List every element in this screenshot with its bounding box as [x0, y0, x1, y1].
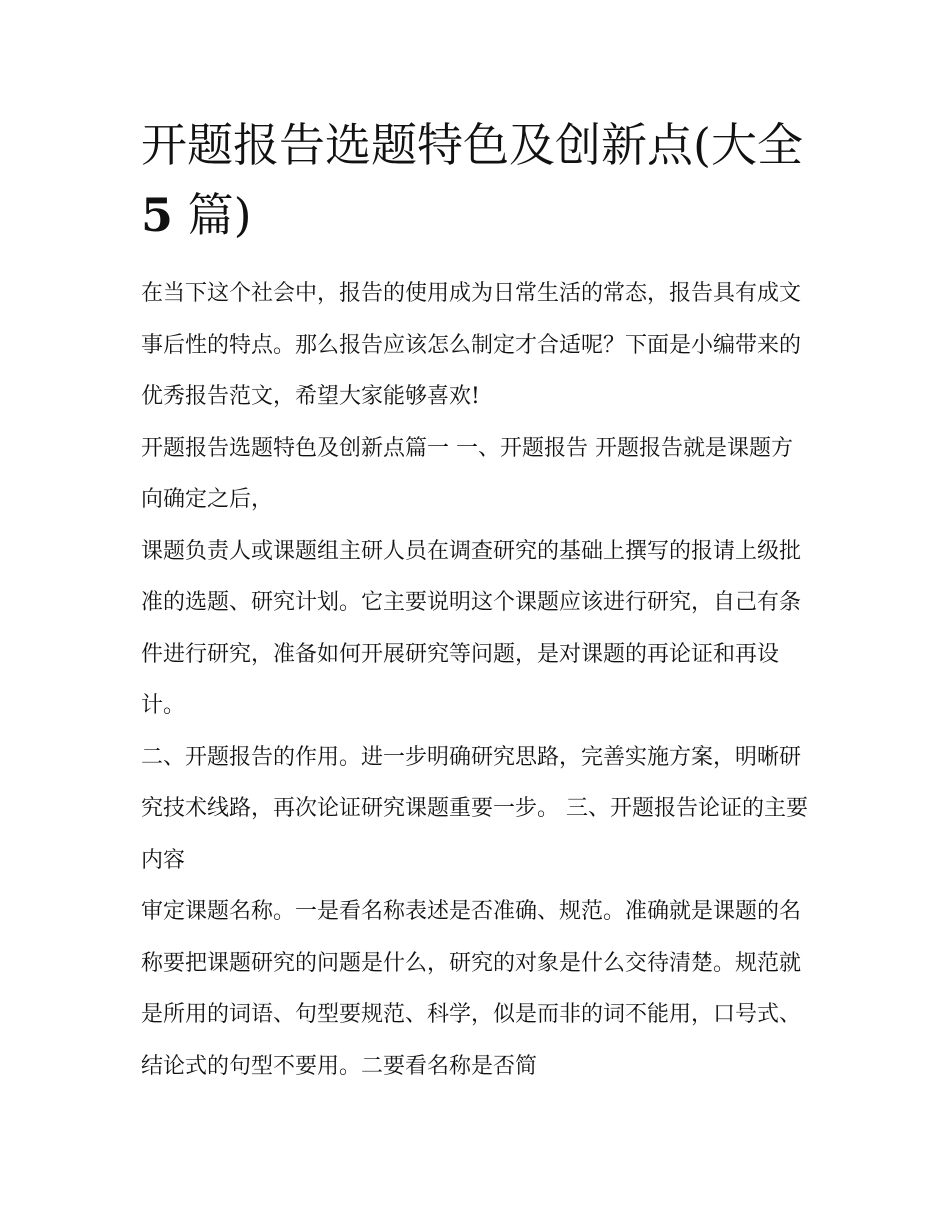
title-text-after: 篇) — [187, 188, 252, 242]
document-title — [141, 110, 813, 250]
title-number: 5 — [141, 188, 174, 242]
paragraph-section-one: 开题报告选题特色及创新点篇一 一、开题报告 开题报告就是课题方向确定之后， — [141, 435, 793, 512]
document-body — [141, 268, 813, 1092]
document-content — [141, 110, 813, 1092]
paragraph-definition: 课题负责人或课题组主研人员在调查研究的基础上撰写的报请上级批准的选题、研究计划。它主要说明这个课题应该进行研究，自己有条件进行研究，准备如何开展研究等问题，是对课题的再论证和再设计。 — [141, 538, 802, 718]
paragraph-title-review: 审定课题名称。一是看名称表述是否准确、规范。准确就是课题的名称要把课题研究的问题是什么，研究的对象是什么交待清楚。规范就是所用的词语、句型要规范、科学，似是而非的词不能用，口号式、结论式的句型不要用。二要看名称是否简 — [141, 899, 802, 1079]
paragraph-intro: 在当下这个社会中，报告的使用成为日常生活的常态，报告具有成文事后性的特点。那么报告应该怎么制定才合适呢？下面是小编带来的优秀报告范文，希望大家能够喜欢! — [141, 281, 802, 409]
paragraph-role: 二、开题报告的作用。进一步明确研究思路，完善实施方案，明晰研究技术线路，再次论证研究课题重要一步。 三、开题报告论证的主要内容 — [141, 744, 808, 873]
title-text-before: 开题报告选题特色及创新点(大全 — [141, 118, 803, 172]
